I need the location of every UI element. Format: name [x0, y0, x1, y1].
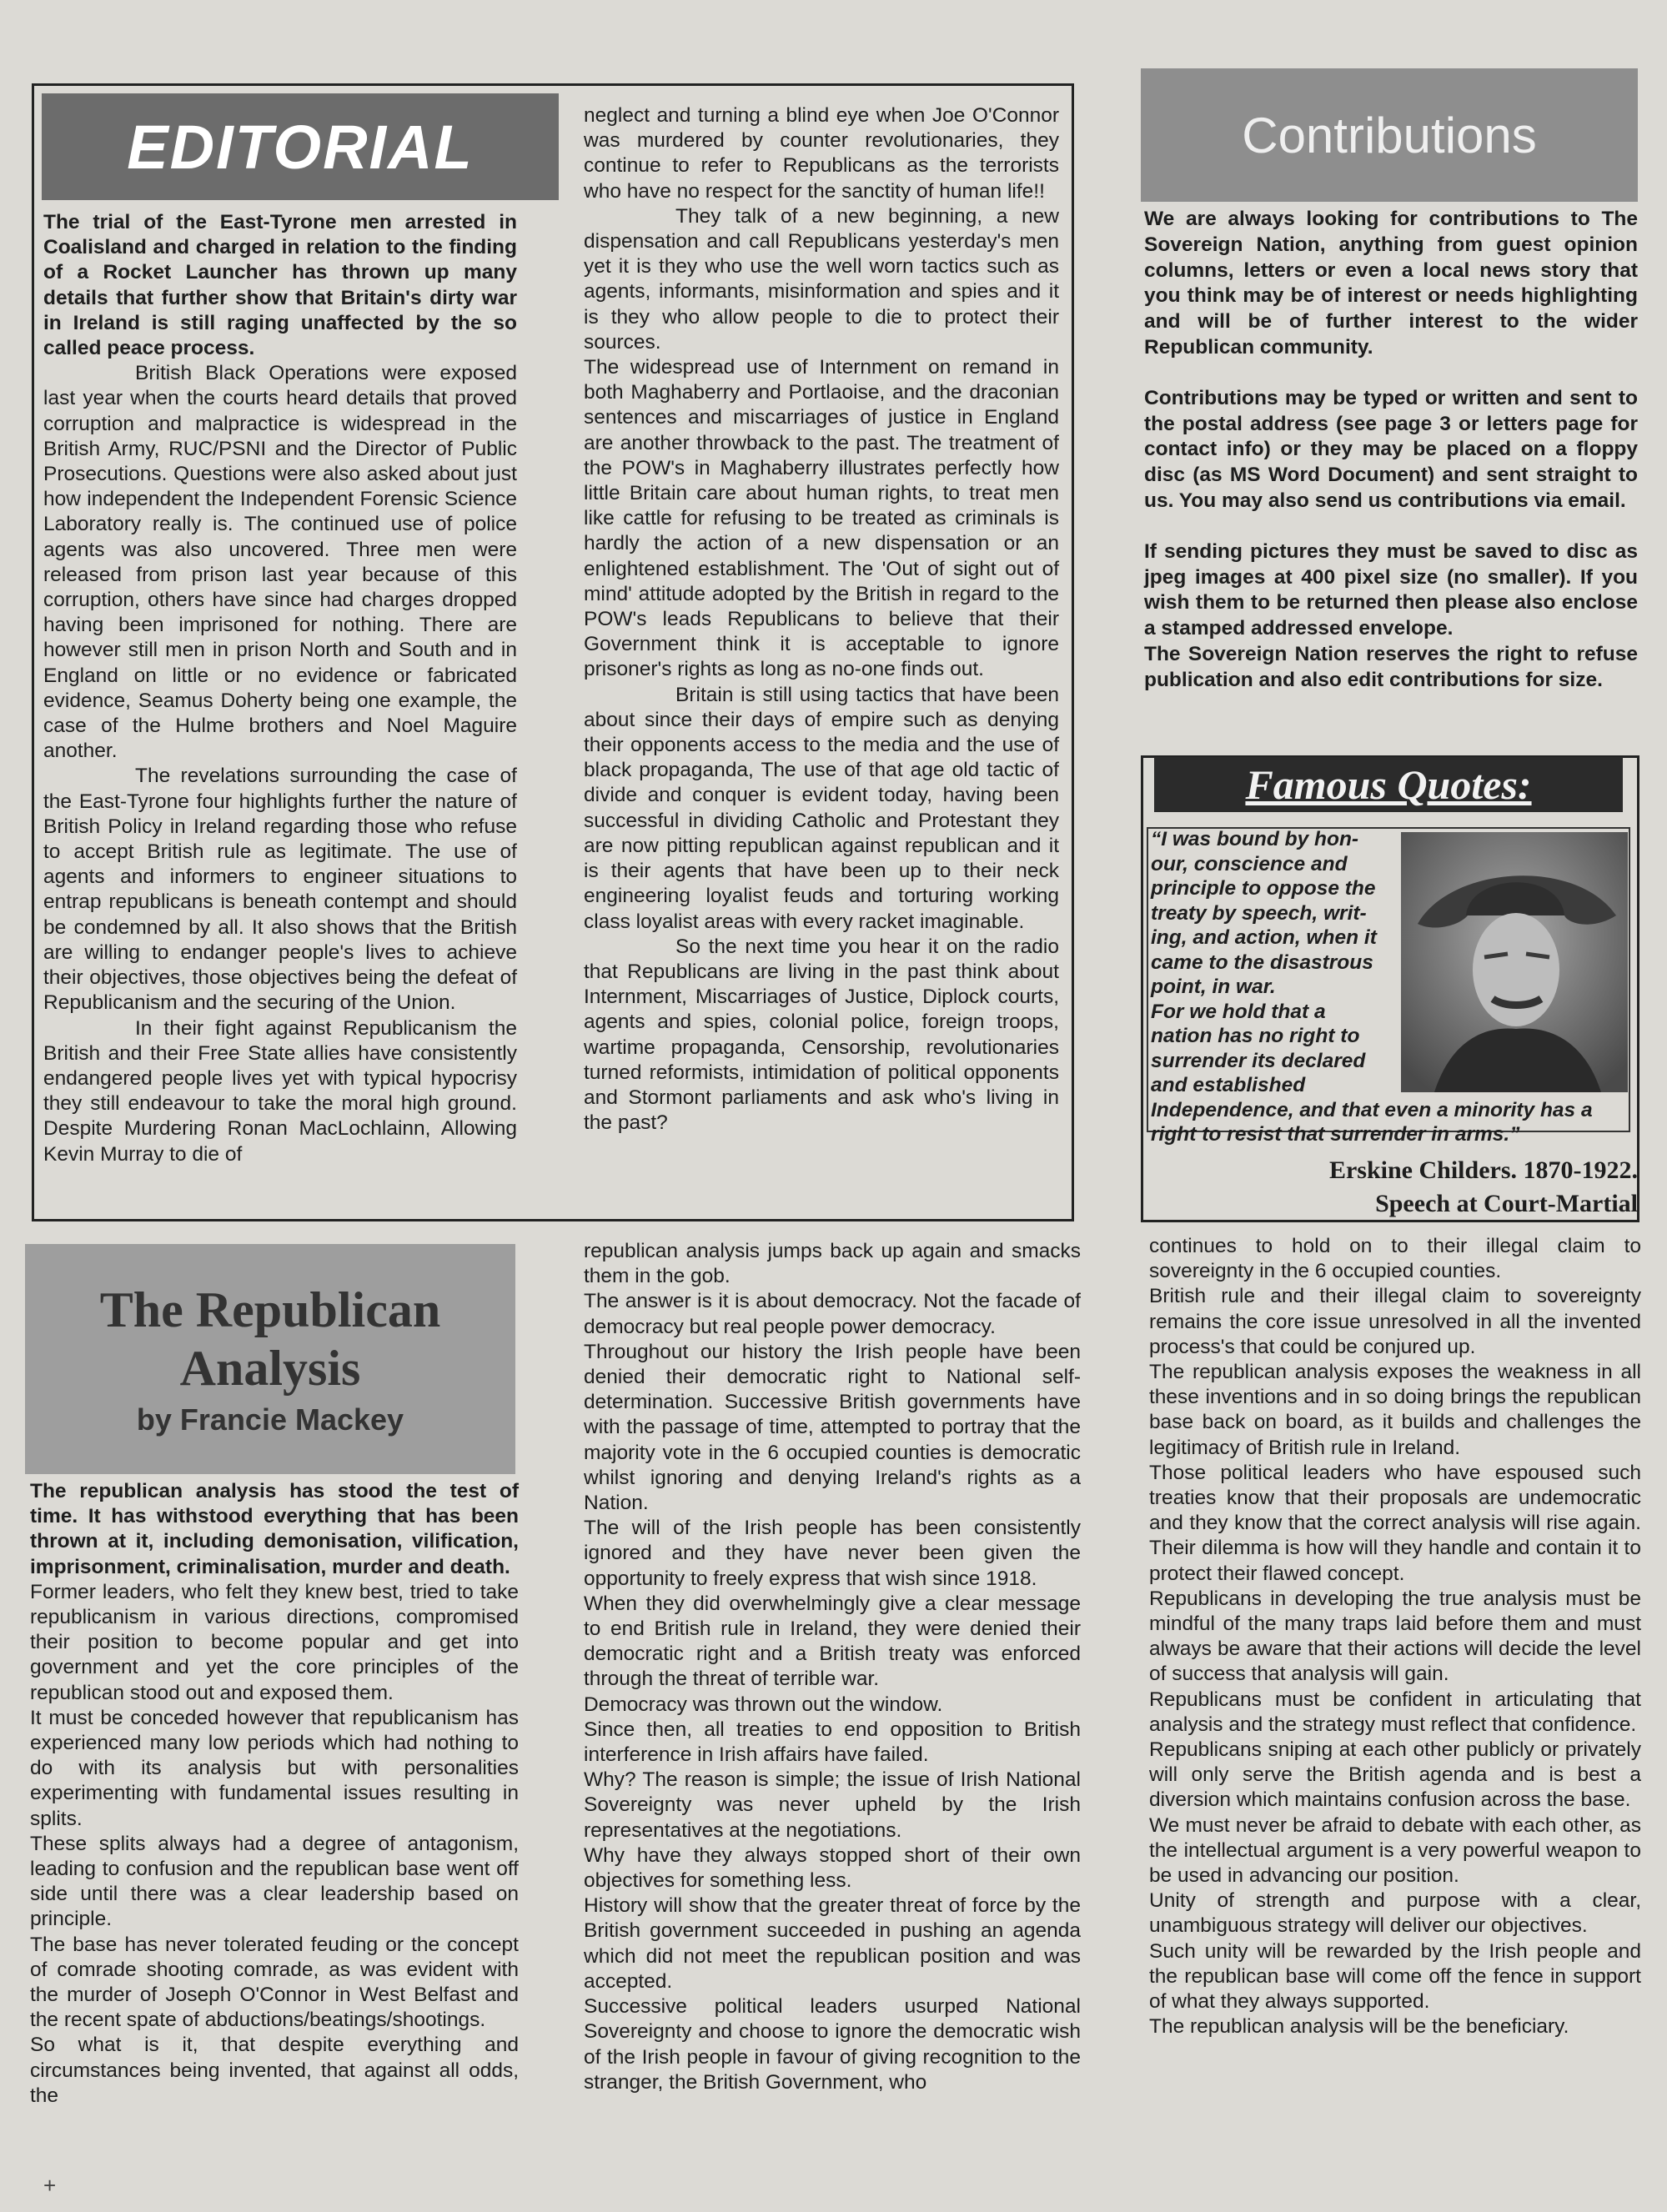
analysis-paragraph: History will show that the greater threat of force by the British government succeeded in pushing an agenda which did not meet the republican position and was accepted.	[584, 1894, 1081, 1993]
editorial-paragraph: British Black Operations were exposed last year when the courts heard details that proved corruption and malpractice is widespread in the British Army, RUC/PSNI and the Director of Public Prosecutions. Questions were also asked about just how independent the Independent Forensic Science Laboratory really is. The continued use of police agents was also uncovered. Three men were released from prison last year because of this corruption, others have since had charges dropped having been imprisoned for nothing. There are however still men in prison North and South and in England on little or no evidence or fabricated evidence, Seamus Doherty being one example, the case of the Hulme brothers and Noel Maguire another.	[43, 362, 517, 763]
analysis-paragraph: Why have they always stopped short of their own objectives for something less.	[584, 1843, 1081, 1893]
editorial-lead-paragraph: The trial of the East-Tyrone men arrested in Coalisland and charged in relation to the finding of a Rocket Launcher has thrown up many details that further show that Britain's dirty war in Ireland is still raging unaffected by the so called peace process.	[43, 211, 517, 360]
registration-mark: +	[43, 2173, 57, 2198]
analysis-paragraph: Why? The reason is simple; the issue of Irish National Sovereignty was never upheld by the Irish representatives at the negotiations.	[584, 1768, 1081, 1842]
editorial-paragraph: neglect and turning a blind eye when Joe O'Connor was murdered by counter revolutionaries, they continue to refer to Republicans as the terrorists who have no respect for the sanctity of human life!!	[584, 104, 1059, 203]
analysis-paragraph: When they did overwhelmingly give a clear message to end British rule in Ireland, they were denied their democratic right and a British treaty was enforced through the threat of terrible war.	[584, 1592, 1081, 1691]
quote-source: Speech at Court-Martial	[1375, 1190, 1638, 1217]
editorial-paragraph: They talk of a new beginning, a new dispensation and call Republicans yesterday's men yet it is they who use the well worn tactics such as agents, informants, misinformation and spies and it is they who allow people to die to protect their sources.	[584, 204, 1059, 354]
analysis-paragraph: Democracy was thrown out the window.	[584, 1693, 943, 1716]
analysis-paragraph: Successive political leaders usurped National Sovereignty and choose to ignore the democratic wish of the Irish people in favour of giving recognition to the stranger, the British Government, who	[584, 1995, 1081, 2094]
analysis-paragraph: republican analysis jumps back up again and smacks them in the gob.	[584, 1240, 1081, 1288]
quote-author: Erskine Childers. 1870-1922.	[1328, 1156, 1638, 1184]
analysis-column-1	[30, 1479, 519, 2109]
quote-line: right to resist that surrender in arms.”	[1151, 1123, 1520, 1146]
quote-line: For we hold that a	[1151, 1000, 1326, 1023]
contributions-paragraph: If sending pictures they must be saved to disc as jpeg images at 400 pixel size (no smaller). If you wish them to be returned then please also enclose a stamped addressed envelope.	[1144, 539, 1638, 640]
famous-quotes-title: Famous Quotes:	[1154, 757, 1623, 812]
analysis-paragraph: The answer is it is about democracy. Not the facade of democracy but real people power democracy.	[584, 1290, 1081, 1338]
quote-line: principle to oppose the	[1151, 877, 1376, 900]
analysis-paragraph: The republican analysis exposes the weakness in all these inventions and in so doing brings the republican base back on board, as it builds and challenges the legitimacy of British rule in Ireland.	[1149, 1361, 1641, 1459]
analysis-paragraph: The republican analysis will be the beneficiary.	[1149, 2015, 1569, 2039]
analysis-paragraph: Unity of strength and purpose with a clear, unambiguous strategy will deliver our objectives.	[1149, 1889, 1641, 1938]
quote-text	[1151, 827, 1651, 1147]
editorial-paragraph: Britain is still using tactics that have been about since their days of empire such as denying their opponents access to the media and the use of black propaganda, The use of that age old tactic of divide and conquer is evident today, having been successful in dividing Catholic and Protestant they are now pitting republican against republican and it is their agents that have been up to their neck engineering loyalist feuds and torturing working class loyalist areas with every racket imaginable.	[584, 683, 1059, 933]
analysis-title	[100, 1281, 440, 1397]
analysis-column-3	[1149, 1234, 1641, 2040]
analysis-title-line: Analysis	[179, 1341, 361, 1396]
editorial-column-2	[584, 103, 1059, 1136]
analysis-byline: by Francie Mackey	[136, 1402, 404, 1437]
quote-line: point, in war.	[1151, 976, 1276, 998]
contributions-paragraph: Contributions may be typed or written and sent to the postal address (see page 3 or letters page for contact info) or they may be placed on a floppy disc (as MS Word Document) and sent straight to us. You may also send us contributions via email.	[1144, 386, 1638, 512]
analysis-paragraph: Since then, all treaties to end opposition to British interference in Irish affairs have failed.	[584, 1718, 1081, 1767]
editorial-column-1	[43, 210, 517, 1167]
editorial-paragraph: The widespread use of Internment on remand in both Maghaberry and Portlaoise, and the draconian sentences and miscarriages of justice in England are another throwback to the past. The treatment of the POW's in Maghaberry illustrates perfectly how little Britain care about human rights, to treat men like cattle for refusing to be treated as criminals is hardly the action of a new dispensation or an enlightened establishment. The 'Out of sight out of mind' attitude adopted by the British in regard to the POW's leads Republicans to believe that their Government think it is acceptable to ignore prisoner's rights as long as no-one finds out.	[584, 356, 1059, 681]
analysis-paragraph: So what is it, that despite everything and circumstances being invented, that against all odds, the	[30, 2034, 519, 2107]
analysis-paragraph: The base has never tolerated feuding or the concept of comrade shooting comrade, as was evident with the murder of Joseph O'Connor in West Belfast and the recent spate of abductions/beatings/shootings.	[30, 1933, 519, 2032]
quote-line: Independence, and that even a minority has a	[1151, 1098, 1593, 1121]
quote-line: our, conscience and	[1151, 852, 1348, 875]
quote-line: surrender its declared	[1151, 1049, 1366, 1072]
analysis-paragraph: The will of the Irish people has been consistently ignored and they have never been given the opportunity to freely express that wish since 1918.	[584, 1517, 1081, 1590]
analysis-banner	[25, 1244, 515, 1474]
analysis-paragraph: These splits always had a degree of antagonism, leading to confusion and the republican base went off side until there was a clear leadership based on principle.	[30, 1832, 519, 1931]
analysis-paragraph: Republicans sniping at each other publicly or privately will only serve the British agenda and is best a diversion which maintains confusion across the base.	[1149, 1738, 1641, 1812]
editorial-paragraph: So the next time you hear it on the radio that Republicans are living in the past think about Internment, Miscarriages of Justice, Diplock courts, agents and spies, colonial police, foreign troops, wartime propaganda, Censorship, revolutionaries turned reformists, intimidation of political opponents and Stormont parliaments and ask who's living in the past?	[584, 935, 1059, 1135]
quote-line: came to the disastrous	[1151, 951, 1373, 974]
editorial-paragraph: In their fight against Republicanism the British and their Free State allies have consistently endangered people lives yet with typical hypocrisy they still endeavour to take the moral high ground. Despite Murdering Ronan MacLochlainn, Allowing Kevin Murray to die of	[43, 1016, 517, 1166]
analysis-title-line: The Republican	[99, 1282, 441, 1337]
editorial-paragraph: The revelations surrounding the case of the East-Tyrone four highlights further the nature of British Policy in Ireland regarding those who refuse to accept British rule as legitimate. The use of agents and informers to engineer situations to entrap republicans is beneath contempt and should be condemned by all. It also shows that the British are willing to endanger people's lives to achieve their objectives, those objectives being the defeat of Republicanism and the securing of the Union.	[43, 765, 517, 1015]
analysis-column-2	[584, 1239, 1081, 2095]
contributions-paragraph: The Sovereign Nation reserves the right to refuse publication and also edit contributions for size.	[1144, 642, 1638, 691]
quote-line: and established	[1151, 1074, 1306, 1096]
editorial-title: EDITORIAL	[42, 93, 559, 200]
quote-line: ing, and action, when it	[1151, 926, 1377, 949]
analysis-paragraph: Former leaders, who felt they knew best, tried to take republicanism in various directions, compromised their position to become popular and get into government and yet the core principles of the republican stood out and exposed them.	[30, 1580, 519, 1704]
analysis-paragraph: British rule and their illegal claim to sovereignty remains the core issue unresolved in all the invented process's that could be conjured up.	[1149, 1285, 1641, 1358]
analysis-paragraph: It must be conceded however that republicanism has experienced many low periods which had nothing to do with its analysis but with personalities experimenting with fundamental issues resulting in splits.	[30, 1706, 519, 1830]
contributions-title: Contributions	[1141, 68, 1638, 202]
analysis-lead-paragraph: The republican analysis has stood the test of time. It has withstood everything that has been thrown at it, including demonisation, vilification, imprisonment, criminalisation, murder and death.	[30, 1480, 519, 1578]
contributions-paragraph: We are always looking for contributions to The Sovereign Nation, anything from guest opinion columns, letters or even a local news story that you think may be of interest or needs highlighting and will be of further interest to the wider Republican community.	[1144, 208, 1638, 359]
analysis-paragraph: Those political leaders who have espoused such treaties know that their proposals are undemocratic and they know that the correct analysis will rise again. Their dilemma is how will they handle and contain it to protect their flawed concept.	[1149, 1461, 1641, 1585]
analysis-paragraph: Republicans must be confident in articulating that analysis and the strategy must reflect that confidence.	[1149, 1688, 1641, 1736]
analysis-paragraph: We must never be afraid to debate with each other, as the intellectual argument is a very powerful weapon to be used in advancing our position.	[1149, 1813, 1641, 1888]
quote-attribution	[1251, 1154, 1638, 1221]
analysis-paragraph: Such unity will be rewarded by the Irish people and the republican base will come off the fence in support of what they always supported.	[1149, 1939, 1641, 2014]
analysis-paragraph: continues to hold on to their illegal claim to sovereignty in the 6 occupied counties.	[1149, 1235, 1641, 1283]
contributions-body	[1144, 207, 1638, 694]
analysis-paragraph: Republicans in developing the true analysis must be mindful of the many traps laid before them and must always be aware that their actions will decide the level of success that analysis will gain.	[1149, 1587, 1641, 1686]
quote-line: nation has no right to	[1151, 1025, 1360, 1047]
quote-line: treaty by speech, writ-	[1151, 901, 1367, 925]
quote-line: “I was bound by hon-	[1151, 828, 1359, 850]
analysis-paragraph: Throughout our history the Irish people have been denied their democratic right to National self-determination. Successive British governments have with the passage of time, attempted to portray that the majority vote in the 6 occupied counties is democratic whilst ignoring and denying Ireland's rights as a Nation.	[584, 1340, 1081, 1515]
